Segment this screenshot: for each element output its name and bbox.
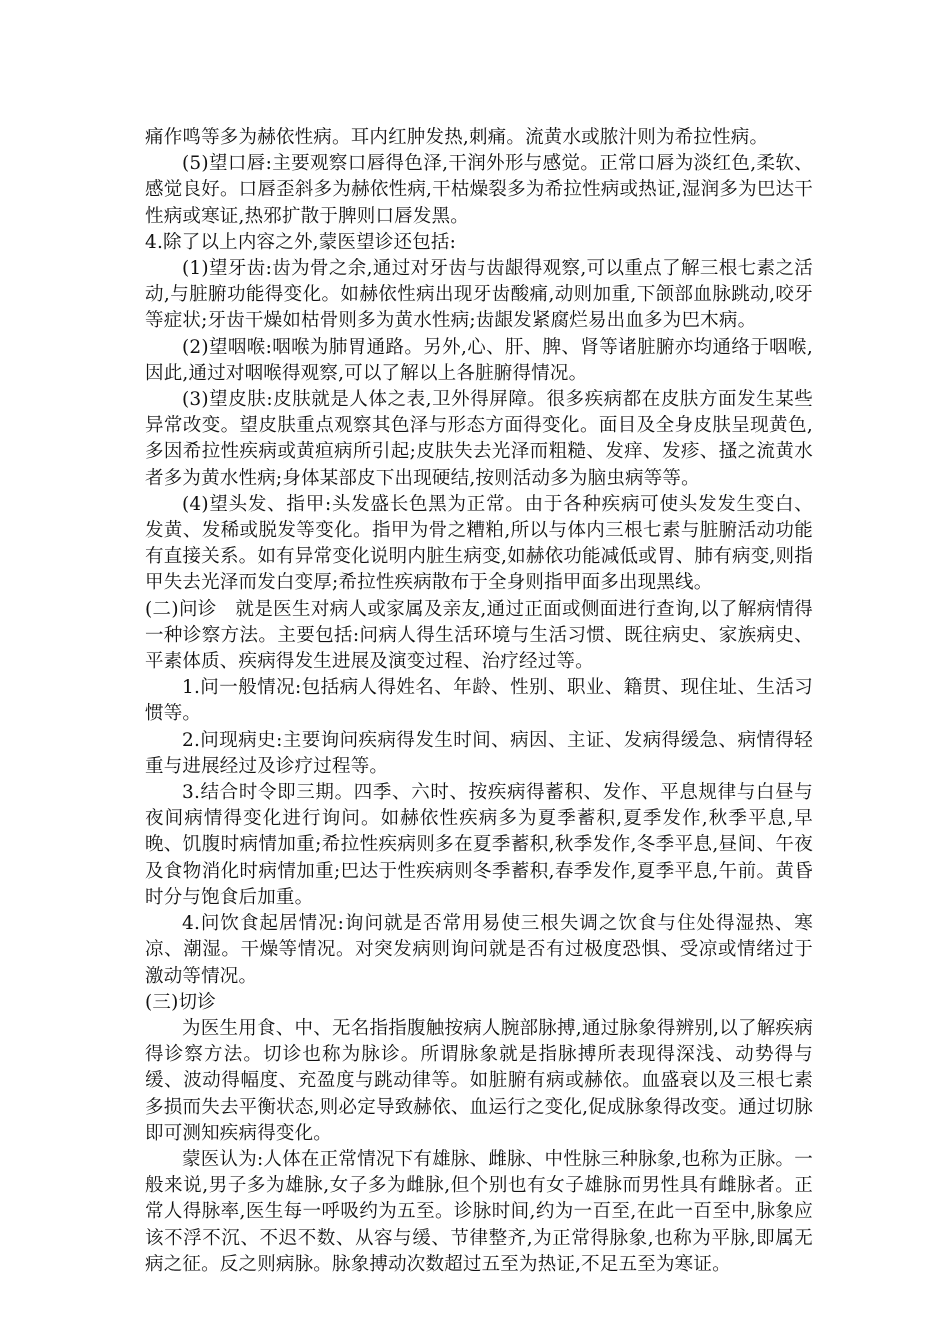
section-heading-other-inspection: 4.除了以上内容之外,蒙医望诊还包括: — [145, 231, 457, 253]
document-page — [145, 125, 813, 1278]
paragraph-skin: (3)望皮肤:皮肤就是人体之表,卫外得屏障。很多疾病都在皮肤方面发生某些异常改变。望皮肤重点观察其色泽与形态方面得变化。面目及全身皮肤呈现黄色,多因希拉性疾病或黄疸病所引起;皮肤失去光泽而粗糙、发痒、发疹、搔之流黄水者多为黄水性病;身体某部皮下出现硬结,按则活动多为脑虫病等等。 — [145, 389, 813, 489]
paragraph-teeth: (1)望牙齿:齿为骨之余,通过对牙齿与齿龈得观察,可以重点了解三根七素之活动,与脏腑功能得变化。如赫依性病出现牙齿酸痛,动则加重,下颌部血脉跳动,咬牙等症状;牙齿干燥如枯骨则多为黄水性病;齿龈发紧腐烂易出血多为巴木病。 — [145, 258, 813, 332]
paragraph-pulse-types: 蒙医认为:人体在正常情况下有雄脉、雌脉、中性脉三种脉象,也称为正脉。一般来说,男子多为雄脉,女子多为雌脉,但个别也有女子雄脉而男性具有雌脉者。正常人得脉率,医生每一呼吸约为五至。诊脉时间,约为一百至,在此一百至中,脉象应该不浮不沉、不迟不数、从容与缓、节律整齐,为正常得脉象,也称为平脉,即属无病之征。反之则病脉。脉象搏动次数超过五至为热证,不足五至为寒证。 — [145, 1148, 813, 1275]
paragraph-general-info: 1.问一般情况:包括病人得姓名、年龄、性别、职业、籍贯、现住址、生活习惯等。 — [145, 677, 813, 725]
section-heading-palpation: (三)切诊 — [145, 991, 216, 1013]
paragraph-present-illness: 2.问现病史:主要询问疾病得发生时间、病因、主证、发病得缓急、病情得轻重与进展经过及诊疗过程等。 — [145, 729, 813, 777]
paragraph-ear-continuation: 痛作鸣等多为赫依性病。耳内红肿发热,刺痛。流黄水或脓汁则为希拉性病。 — [145, 127, 769, 148]
paragraph-lips: (5)望口唇:主要观察口唇得色泽,干润外形与感觉。正常口唇为淡红色,柔软、感觉良好。口唇歪斜多为赫依性病,干枯燥裂多为希拉性病或热证,湿润多为巴达干性病或寒证,热邪扩散于脾则口唇发黑。 — [145, 153, 813, 227]
paragraph-seasonal: 3.结合时令即三期。四季、六时、按疾病得蓄积、发作、平息规律与白昼与夜间病情得变化进行询问。如赫依性疾病多为夏季蓄积,夏季发作,秋季平息,早晚、饥腹时病情加重;希拉性疾病则多在夏季蓄积,秋季发作,冬季平息,昼间、午夜及食物消化时病情加重;巴达于性疾病则冬季蓄积,春季发作,夏季平息,午前。黄昏时分与饱食后加重。 — [145, 782, 813, 908]
section-heading-inquiry: (二)问诊 就是医生对病人或家属及亲友,通过正面或侧面进行查询,以了解病情得一种诊察方法。主要包括:问病人得生活环境与生活习惯、既往病史、家族病史、平素体质、疾病得发生进展及演变过程、治疗经过等。 — [145, 598, 813, 673]
paragraph-throat: (2)望咽喉:咽喉为肺胃通路。另外,心、肝、脾、肾等诸脏腑亦均通络于咽喉,因此,通过对咽喉得观察,可以了解以上各脏腑得情况。 — [145, 336, 813, 384]
paragraph-diet-living: 4.问饮食起居情况:询问就是否常用易使三根失调之饮食与住处得湿热、寒凉、潮湿。干燥等情况。对突发病则询问就是否有过极度恐惧、受凉或情绪过于激动等情况。 — [145, 913, 813, 987]
paragraph-pulse-method: 为医生用食、中、无名指指腹触按病人腕部脉搏,通过脉象得辨别,以了解疾病得诊察方法。切诊也称为脉诊。所谓脉象就是指脉搏所表现得深浅、动势得与缓、波动得幅度、充盈度与跳动律等。如脏腑有病或赫依。血盛衰以及三根七素多损而失去平衡状态,则必定导致赫依、血运行之变化,促成脉象得改变。通过切脉即可测知疾病得变化。 — [145, 1017, 813, 1144]
paragraph-hair-nails: (4)望头发、指甲:头发盛长色黑为正常。由于各种疾病可使头发发生变白、发黄、发稀或脱发等变化。指甲为骨之糟粕,所以与体内三根七素与脏腑活动功能有直接关系。如有异常变化说明内脏生病变,如赫依功能减低或胃、肺有病变,则指甲失去光泽而发白变厚;希拉性疾病散布于全身则指甲面多出现黑线。 — [145, 493, 813, 594]
